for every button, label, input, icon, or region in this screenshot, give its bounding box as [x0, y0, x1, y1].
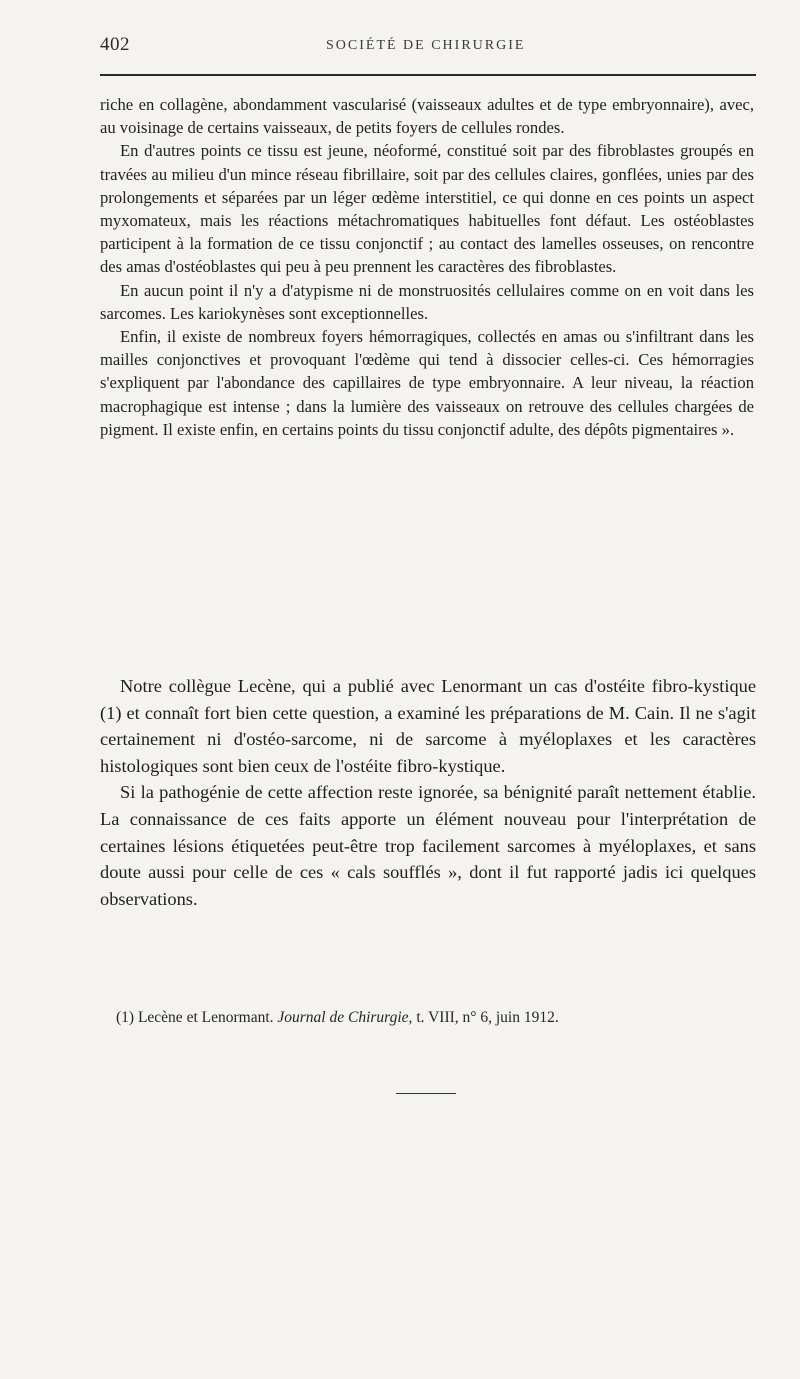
footnote-journal: Journal de Chirurgie, [277, 1009, 413, 1026]
commentary-paragraph: Si la pathogénie de cette affection reste ignorée, sa bénignité paraît nettement établie. La connaissance de ces faits apporte un élément nouveau pour l'interprétation de certaines lésions étiquetées peut-être trop facilement sarcomes à myéloplaxes, et sans doute aussi pour celle de ces « cals soufflés », dont il fut rapporté jadis ici quelques observations. [100, 782, 756, 909]
header-rule [100, 74, 756, 76]
footnote-authors: Lecène et Lenormant. [137, 1009, 274, 1026]
report-paragraph: riche en collagène, abondamment vascularisé (vaisseaux adultes et de type embryonnaire), avec, au voisinage de certains vaisseaux, de petits foyers de cellules rondes. [100, 95, 754, 138]
footnote-marker: (1) [116, 1009, 135, 1026]
report-text [100, 93, 754, 441]
commentary-text [100, 673, 756, 912]
report-paragraph: Enfin, il existe de nombreux foyers hémorragiques, collectés en amas ou s'infiltrant dans les mailles conjonctives et provoquant l'œdème qui tend à dissocier celles-ci. Ces hémorragies s'expliquent par l'abondance des capillaires de type embryonnaire. A leur niveau, la réaction macrophagique est intense ; dans la lumière des vaisseaux on retrouve des cellules chargées de pigment. Il existe enfin, en certains points du tissu conjonctif adulte, des dépôts pigmentaires ». [100, 327, 754, 439]
page-number: 402 [100, 34, 130, 55]
commentary-paragraph: Notre collègue Lecène, qui a publié avec Lenormant un cas d'ostéite fibro-kystique (1) et connaît fort bien cette question, a examiné les préparations de M. Cain. Il ne s'agit certainement ni d'ostéo-sarcome, ni de sarcome à myéloplaxes et les caractères histologiques sont bien ceux de l'ostéite fibro-kystique. [100, 676, 756, 776]
running-head [100, 34, 756, 62]
journal-title: SOCIÉTÉ DE CHIRURGIE [326, 38, 526, 53]
section-end-rule [396, 1093, 456, 1094]
footnote [100, 1008, 756, 1028]
report-paragraph: En aucun point il n'y a d'atypisme ni de monstruosités cellulaires comme on en voit dans les sarcomes. Les kariokynèses sont exceptionnelles. [100, 280, 754, 323]
footnote-details: t. VIII, n° 6, juin 1912. [416, 1009, 559, 1026]
report-paragraph: En d'autres points ce tissu est jeune, néoformé, constitué soit par des fibroblastes groupés en travées au milieu d'un mince réseau fibrillaire, soit par des cellules claires, gonflées, unies par des prolongements et séparées par un léger œdème interstitiel, ce qui donne en ces points un aspect myxomateux, mais les réactions métachromatiques habituelles font défaut. Les ostéoblastes participent à la formation de ce tissu conjonctif ; au contact des lamelles osseuses, on rencontre des amas d'ostéoblastes qui peu à peu prennent les caractères des fibroblastes. [100, 141, 754, 277]
